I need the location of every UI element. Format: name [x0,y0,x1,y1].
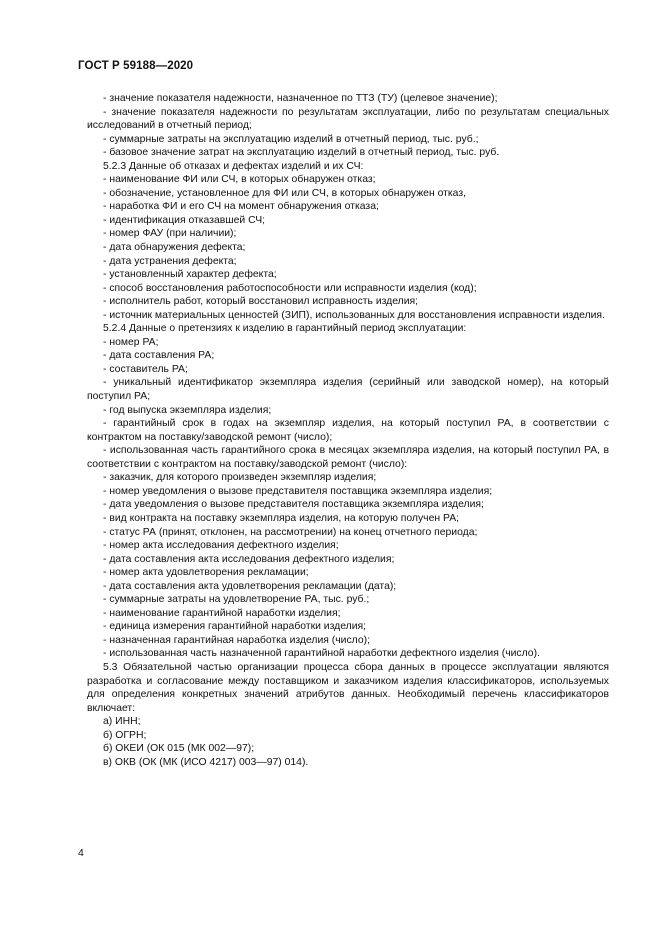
list-item: - единица измерения гарантийной наработки изделия; [103,621,367,633]
list-item: - дата составления акта удовлетворения рекламации (дата); [103,580,397,592]
list-item: - наработка ФИ и его СЧ на момент обнаружения отказа; [103,201,379,213]
list-item: - дата устранения дефекта; [103,255,237,267]
list-item: - номер РА; [103,336,159,348]
list-item: - номер акта удовлетворения рекламации; [103,567,309,579]
standard-code-header: ГОСТ Р 59188—2020 [78,60,194,72]
list-item: - использованная часть гарантийного срока в месяцах экземпляра изделия, на который поступил РА, в соответствии с контрактом на поставку/заводской ремонт (число): [87,445,609,470]
list-item: - статус РА (принят, отклонен, на рассмотрении) на конец отчетного периода; [103,526,478,538]
list-item: - год выпуска экземпляра изделия; [103,404,272,416]
list-item: - номер уведомления о вызове представителя поставщика экземпляра изделия; [103,485,493,497]
list-item: - исполнитель работ, который восстановил исправность изделия; [103,296,419,308]
list-item: - дата уведомления о вызове представителя поставщика экземпляра изделия; [103,499,484,511]
list-item: - способ восстановления работоспособности или исправности изделия (код); [103,282,477,294]
list-item: - номер ФАУ (при наличии); [103,228,237,240]
section-heading-5-2-3: 5.2.3 Данные об отказах и дефектах изделий и их СЧ: [103,160,364,172]
list-item: - заказчик, для которого произведен экземпляр изделия; [103,472,377,484]
list-item: - наименование ФИ или СЧ, в которых обнаружен отказ; [103,174,376,186]
list-item: - гарантийный срок в годах на экземпляр изделия, на который поступил РА, в соответствии с контрактом на поставку/заводской ремонт (число); [87,418,609,443]
list-item: - значение показателя надежности по результатам эксплуатации, либо по результатам специальных исследований в отчетный период; [87,106,609,132]
list-item: - суммарные затраты на эксплуатацию изделий в отчетный период, тыс. руб.; [103,133,479,145]
list-item: - источник материальных ценностей (ЗИП), использованных для восстановления исправности изделия. [103,309,605,321]
list-item: - использованная часть назначенной гарантийной наработки дефектного изделия (число). [103,648,540,660]
list-item: - уникальный идентификатор экземпляра изделия (серийный или заводской номер), на который поступил РА; [87,377,609,403]
list-item: - установленный характер дефекта; [103,269,277,281]
classifier-item: б) ОКЕИ (ОК 015 (МК 002—97); [103,743,255,755]
list-item: - вид контракта на поставку экземпляра изделия, на которую получен РА; [103,512,460,524]
list-item: - составитель РА; [103,363,188,375]
section-heading-5-2-4: 5.2.4 Данные о претензиях к изделию в гарантийный период эксплуатации: [103,323,467,335]
list-item: - дата составления акта исследования дефектного изделия; [103,553,395,565]
list-item: - идентификация отказавшей СЧ; [103,214,266,226]
list-item: - обозначение, установленное для ФИ или СЧ, в которых обнаружен отказ, [103,187,466,199]
list-item: - базовое значение затрат на эксплуатацию изделий в отчетный период, тыс. руб. [103,147,500,159]
classifier-item: в) ОКВ (ОК (МК (ИСО 4217) 003—97) 014). [103,756,309,768]
list-item: - номер акта исследования дефектного изделия; [103,540,339,552]
list-item: - дата обнаружения дефекта; [103,242,246,254]
list-item: - дата составления РА; [103,350,215,362]
list-item: - значение показателя надежности, назначенное по ТТЗ (ТУ) (целевое значение); [103,93,498,104]
section-paragraph-5-3: 5.3 Обязательной частью организации процесса сбора данных в процессе эксплуатации являются разработка и согласование между поставщиком и заказчиком изделия классификаторов, используемых для определения конкретных значений атрибутов данных. Необходимый перечень классификаторов включает: [87,661,609,714]
list-item: - назначенная гарантийная наработка изделия (число); [103,634,370,646]
classifier-item: а) ИНН; [103,716,141,728]
document-body [87,92,609,769]
page-number: 4 [78,848,84,859]
list-item: - наименование гарантийной наработки изделия; [103,607,341,619]
classifier-item: б) ОГРН; [103,729,147,741]
list-item: - суммарные затраты на удовлетворение РА, тыс. руб.; [103,594,370,606]
